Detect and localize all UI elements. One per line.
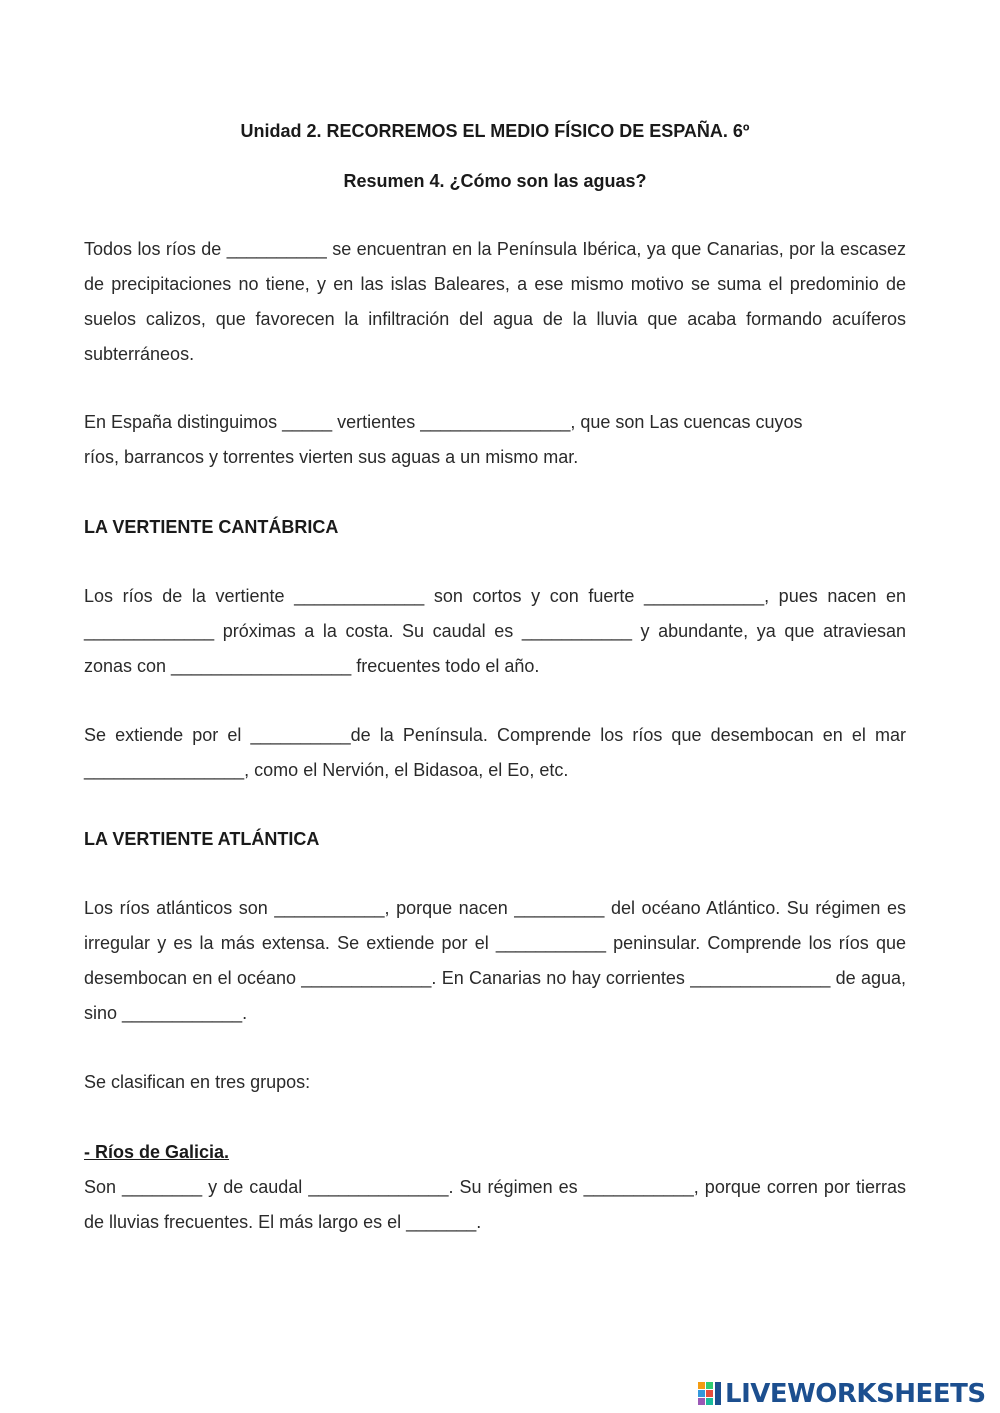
- heading-rios-galicia: - Ríos de Galicia.: [84, 1142, 230, 1162]
- paragraph-clasificacion: Se clasifican en tres grupos:: [84, 1072, 311, 1092]
- paragraph-vertientes-line1: En España distinguimos _____ vertientes _______________, que son Las cuencas cuyos: [84, 412, 803, 432]
- paragraph-vertientes: [84, 405, 906, 475]
- liveworksheets-logo-icon: [697, 1380, 723, 1408]
- paragraph-cantabrica-rios: Los ríos de la vertiente _____________ son cortos y con fuerte ____________, pues nacen en _____________ próximas a la costa. Su caudal es ___________ y abundante, ya que atraviesan zonas con __________________ frecuentes todo el año.: [84, 586, 906, 676]
- paragraph-intro: Todos los ríos de __________ se encuentran en la Península Ibérica, ya que Canarias, por la escasez de precipitaciones no tiene, y en las islas Baleares, a ese mismo motivo se suma el predominio de suelos calizos, que favorecen la infiltración del agua de la lluvia que acaba formando acuíferos subterráneos.: [84, 239, 906, 364]
- paragraph-atlantica-rios: Los ríos atlánticos son ___________, porque nacen _________ del océano Atlántico. Su régimen es irregular y es la más extensa. Se extiende por el ___________ peninsular. Comprende los ríos que desembocan en el océano _____________. En Canarias no hay corrientes ______________ de agua, sino ____________.: [84, 898, 906, 1023]
- liveworksheets-logo[interactable]: [697, 1378, 986, 1410]
- page-subtitle: Resumen 4. ¿Cómo son las aguas?: [343, 171, 647, 191]
- page-title: Unidad 2. RECORREMOS EL MEDIO FÍSICO DE ESPAÑA. 6º: [240, 121, 750, 141]
- paragraph-vertientes-line2: ríos, barrancos y torrentes vierten sus aguas a un mismo mar.: [84, 447, 579, 467]
- liveworksheets-logo-text: LIVEWORKSHEETS: [725, 1379, 986, 1409]
- paragraph-cantabrica-extension: Se extiende por el __________de la Península. Comprende los ríos que desembocan en el mar ________________, como el Nervión, el Bidasoa, el Eo, etc.: [84, 725, 906, 780]
- paragraph-rios-galicia: Son ________ y de caudal ______________. Su régimen es ___________, porque corren por tierras de lluvias frecuentes. El más largo es el _______.: [84, 1177, 906, 1232]
- heading-vertiente-atlantica: LA VERTIENTE ATLÁNTICA: [84, 829, 320, 849]
- heading-vertiente-cantabrica: LA VERTIENTE CANTÁBRICA: [84, 517, 339, 537]
